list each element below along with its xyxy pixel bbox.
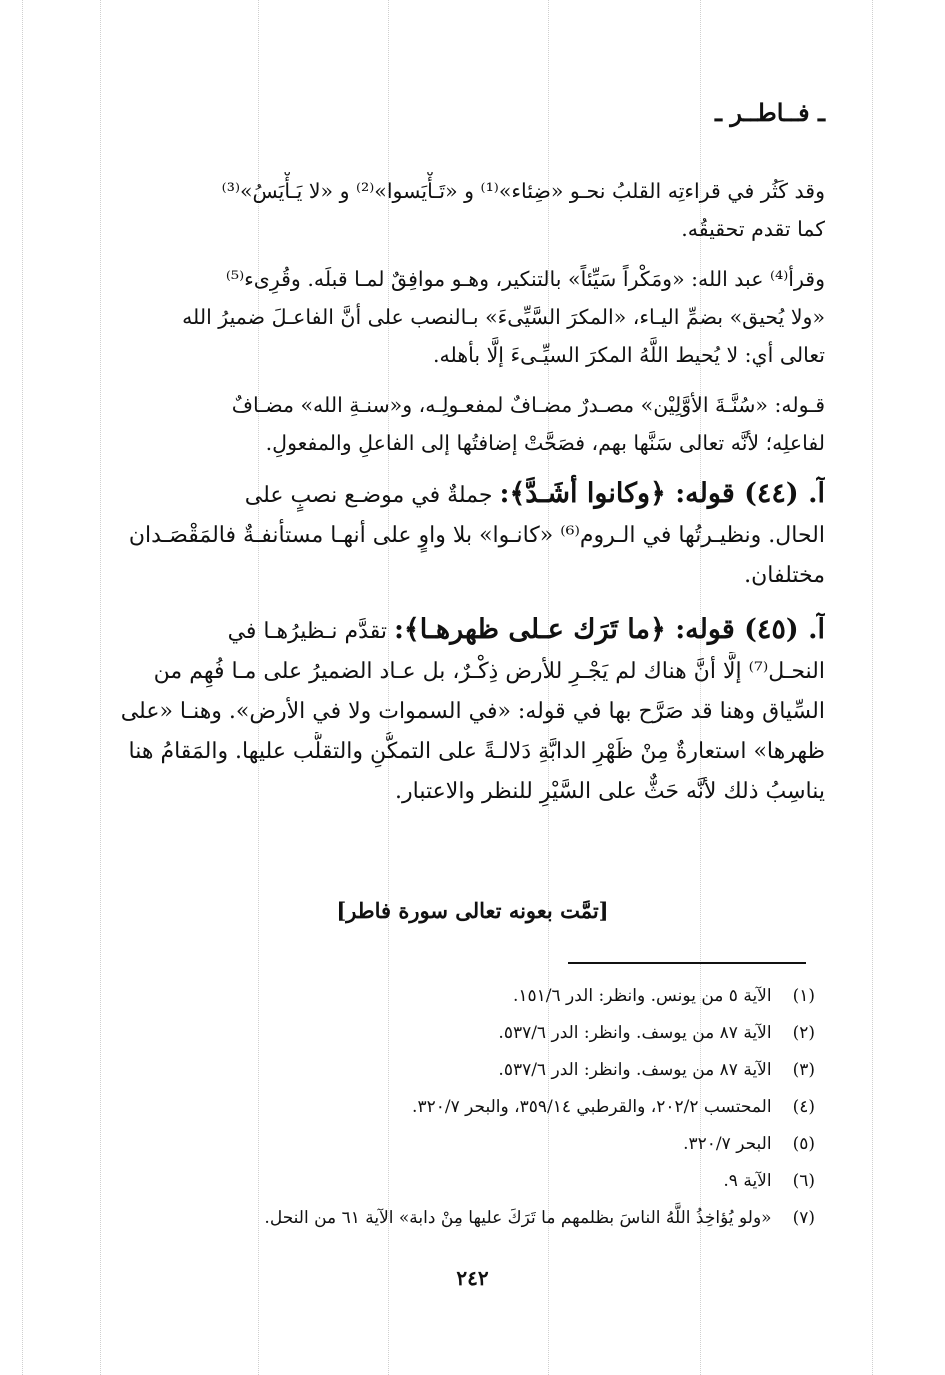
- footnote-text: الآية ٥ من يونس. وانظر: الدر ١٥١/٦.: [512, 986, 772, 1006]
- text-line: تعالى أي: لا يُحيط اللَّهُ المكرَ السيِّـىءَ إلَّا بأهله.: [433, 343, 825, 367]
- text-line: النحـل⁽⁷⁾ إلَّا أنَّ هناك لم يَجْـرِ للأرض ذِكْـرٌ، بل عـاد الضميرُ على مـا فُهِم من: [153, 659, 825, 684]
- footnote-number: (٦): [792, 1171, 815, 1191]
- verse-heading: آ. (٤٤) قوله: ﴿وكانوا أشَـدَّ﴾:: [499, 478, 825, 509]
- footnote: [140, 1089, 815, 1126]
- surah-closing: [تمَّت بعونه تعالى سورة فاطر]: [336, 898, 609, 923]
- text-line: يناسِبُ ذلك لأنَّه حَثٌّ على السَّيْرِ للنظر والاعتبار.: [395, 779, 825, 804]
- footnotes: [140, 978, 815, 1237]
- text-line: لفاعلِه؛ لأنَّه تعالى سَنَّها بهم، فصَحَّتْ إضافتُها إلى الفاعلِ والمفعولِ.: [265, 431, 825, 455]
- text-line: كما تقدم تحقيقُه.: [681, 217, 825, 241]
- text-span: تقدَّم نـظيرُهـا في: [227, 619, 387, 644]
- text-line: وقرأ⁽⁴⁾ عبد الله: «ومَكْراً سَيِّئاً» بالتنكير، وهـو موافِقٌ لمـا قبلَه. وقُرِىء⁽⁵⁾: [225, 267, 825, 291]
- footnote: [140, 1163, 815, 1200]
- footnote-separator: [568, 962, 806, 964]
- scan-guide-line: [22, 0, 23, 1375]
- footnote-text: الآية ٨٧ من يوسف. وانظر: الدر ٥٣٧/٦.: [498, 1023, 772, 1043]
- verse-heading: آ. (٤٥) قوله: ﴿ما تَرَك عـلى ظهرهـا﴾:: [393, 614, 825, 645]
- footnote-text: البحر ٣٢٠/٧.: [683, 1134, 772, 1154]
- text-line: [108, 610, 825, 652]
- footnote: [140, 1052, 815, 1089]
- paragraph: [108, 260, 825, 374]
- footnote: [140, 1126, 815, 1163]
- paragraph: [108, 386, 825, 462]
- footnote: [140, 1015, 815, 1052]
- footnote-text: المحتسب ٢٠٢/٢، والقرطبي ٣٥٩/١٤، والبحر ٣٢٠/٧.: [412, 1097, 772, 1117]
- scan-guide-line: [100, 0, 101, 1375]
- footnote-number: (٢): [792, 1023, 815, 1043]
- verse-commentary: [108, 610, 825, 812]
- verse-commentary: [108, 474, 825, 596]
- footnote: [140, 1200, 815, 1237]
- footnote: [140, 978, 815, 1015]
- footnote-text: الآية ٨٧ من يوسف. وانظر: الدر ٥٣٧/٦.: [498, 1060, 772, 1080]
- text-line: السِّياق وهنا قد صَرَّح بها في قوله: «في السموات ولا في الأرض». وهنـا «على: [120, 699, 825, 724]
- footnote-number: (٥): [792, 1134, 815, 1154]
- main-text: [108, 172, 825, 826]
- page-number: ٢٤٢: [456, 1266, 489, 1290]
- footnote-number: (٧): [792, 1208, 815, 1228]
- footnote-number: (٣): [792, 1060, 815, 1080]
- footnote-number: (١): [792, 986, 815, 1006]
- text-line: مختلفان.: [744, 563, 825, 588]
- text-line: [108, 474, 825, 516]
- text-line: وقد كَثُر في قراءتِه القلبُ نحـو «ضِئاء»⁽¹⁾ و «تَـأْيَسوا»⁽²⁾ و «لا يَـأْيَسُ»⁽³⁾: [221, 179, 825, 203]
- running-head: ـ فــاطــر ـ: [714, 98, 825, 127]
- footnote-text: «ولو يُؤاخِذُ اللَّهُ الناسَ بظلمهم ما تَرَكَ عليها مِنْ دابة» الآية ٦١ من النحل.: [264, 1208, 772, 1228]
- text-line: ظهرها» استعارةٌ مِنْ ظَهْرِ الدابَّةِ دَلالـةً على التمكُّنِ والتقلُّب عليها. والمَقامُ هنا: [128, 739, 825, 764]
- footnote-text: الآية ٩.: [723, 1171, 772, 1191]
- footnote-number: (٤): [792, 1097, 815, 1117]
- paragraph: [108, 172, 825, 248]
- text-line: قـوله: «سُنَّـةَ الأوَّلِيْن» مصـدرٌ مضـافٌ لمفعـولِـه، و«سنـةِ الله» مضـافٌ: [231, 393, 825, 417]
- text-line: «ولا يُحيق» بضمِّ اليـاء، «المكرَ السَّيِّىءَ» بـالنصب على أنَّ الفاعـلَ ضميرُ الله: [182, 305, 825, 329]
- text-span: جملةٌ في موضـع نصبٍ على: [244, 483, 493, 508]
- scan-guide-line: [872, 0, 873, 1375]
- text-line: الحال. ونظيـرتُها في الـروم⁽⁶⁾ «كانـوا» بلا واوٍ على أنهـا مستأنفـةٌ فالمَقْصَـدان: [128, 523, 825, 548]
